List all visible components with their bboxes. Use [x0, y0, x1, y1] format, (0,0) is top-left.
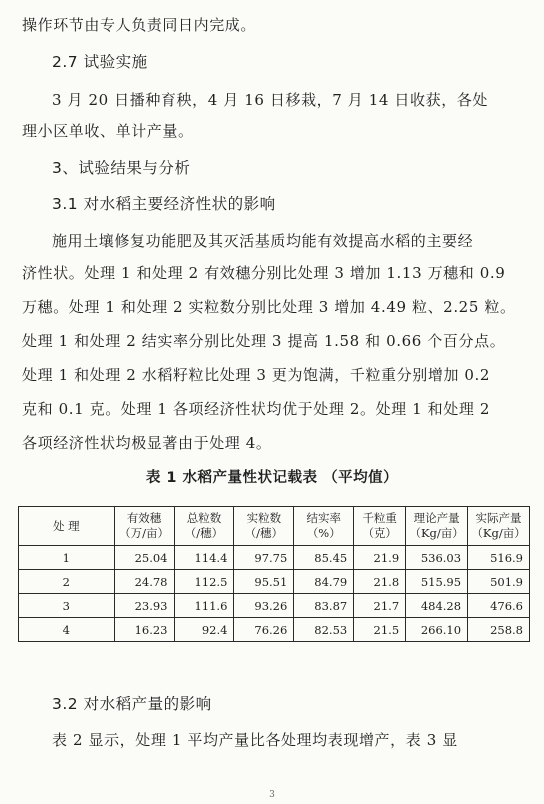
- col-header-effective-panicles: 有效穗 （万/亩）: [114, 507, 174, 546]
- table-cell: 4: [19, 618, 115, 642]
- table-cell: 21.5: [354, 618, 406, 642]
- table-cell: 24.78: [114, 570, 174, 594]
- table-cell: 85.45: [294, 546, 354, 570]
- table-caption: 表 1 水稻产量性状记载表 （平均值）: [145, 470, 399, 486]
- table-cell: 266.10: [406, 618, 468, 642]
- section-heading-3: 3、试验结果与分析: [52, 159, 191, 177]
- paragraph-line: 施用土壤修复功能肥及其灭活基质均能有效提高水稻的主要经: [52, 232, 474, 250]
- table-cell: 92.4: [174, 618, 234, 642]
- yield-traits-table: [18, 506, 530, 642]
- paragraph-line: 克和 0.1 克。处理 1 各项经济性状均优于处理 2。处理 1 和处理 2: [22, 400, 490, 418]
- table-cell: 258.8: [468, 618, 530, 642]
- col-header-total-grains: 总粒数 （/穗）: [174, 507, 234, 546]
- table-cell: 95.51: [234, 570, 294, 594]
- table-cell: 515.95: [406, 570, 468, 594]
- col-header-actual-yield: 实际产量 （Kg/亩）: [468, 507, 530, 546]
- paragraph-line: 处理 1 和处理 2 水稻籽粒比处理 3 更为饱满，千粒重分别增加 0.2: [22, 366, 491, 384]
- table-header-row: [19, 507, 530, 546]
- table-cell: 111.6: [174, 594, 234, 618]
- paragraph-line: 各项经济性状均极显著由于处理 4。: [22, 434, 272, 452]
- table-cell: 114.4: [174, 546, 234, 570]
- table-row: [19, 594, 530, 618]
- paragraph-line: 3 月 20 日播种育秧，4 月 16 日移栽，7 月 14 日收获，各处: [52, 91, 489, 109]
- table-cell: 21.7: [354, 594, 406, 618]
- table-cell: 3: [19, 594, 115, 618]
- table-cell: 476.6: [468, 594, 530, 618]
- table-cell: 21.9: [354, 546, 406, 570]
- table-cell: 112.5: [174, 570, 234, 594]
- paragraph-line: 处理 1 和处理 2 结实率分别比处理 3 提高 1.58 和 0.66 个百分点。: [22, 332, 506, 350]
- table-row: [19, 618, 530, 642]
- table-cell: 84.79: [294, 570, 354, 594]
- col-header-thousand-grain-weight: 千粒重 （克）: [354, 507, 406, 546]
- table-cell: 83.87: [294, 594, 354, 618]
- table-cell: 21.8: [354, 570, 406, 594]
- table-cell: 82.53: [294, 618, 354, 642]
- table-cell: 93.26: [234, 594, 294, 618]
- page-number: 3: [269, 790, 275, 800]
- col-header-filled-grains: 实粒数 （/穗）: [234, 507, 294, 546]
- table-cell: 501.9: [468, 570, 530, 594]
- col-header-theoretical-yield: 理论产量 （Kg/亩）: [406, 507, 468, 546]
- section-heading-3-1: 3.1 对水稻主要经济性状的影响: [52, 195, 276, 213]
- table-cell: 16.23: [114, 618, 174, 642]
- table-cell: 76.26: [234, 618, 294, 642]
- paragraph-line: 济性状。处理 1 和处理 2 有效穗分别比处理 3 增加 1.13 万穗和 0.9: [22, 264, 506, 282]
- table-row: [19, 570, 530, 594]
- section-heading-3-2: 3.2 对水稻产量的影响: [52, 695, 212, 713]
- section-heading-2-7: 2.7 试验实施: [52, 53, 148, 71]
- table-cell: 1: [19, 546, 115, 570]
- table-cell: 25.04: [114, 546, 174, 570]
- table-cell: 23.93: [114, 594, 174, 618]
- paragraph-line: 万穗。处理 1 和处理 2 实粒数分别比处理 3 增加 4.49 粒、2.25 粒。: [22, 298, 516, 316]
- paragraph-line: 表 2 显示，处理 1 平均产量比各处理均表现增产，表 3 显: [52, 731, 458, 749]
- col-header-seed-setting-rate: 结实率 （%）: [294, 507, 354, 546]
- table-cell: 97.75: [234, 546, 294, 570]
- table-cell: 536.03: [406, 546, 468, 570]
- table-cell: 2: [19, 570, 115, 594]
- table-row: [19, 546, 530, 570]
- paragraph-line: 操作环节由专人负责同日内完成。: [22, 16, 257, 34]
- col-header-treatment: 处 理: [19, 507, 115, 546]
- table-cell: 516.9: [468, 546, 530, 570]
- paragraph-line: 理小区单收、单计产量。: [22, 122, 194, 140]
- table-cell: 484.28: [406, 594, 468, 618]
